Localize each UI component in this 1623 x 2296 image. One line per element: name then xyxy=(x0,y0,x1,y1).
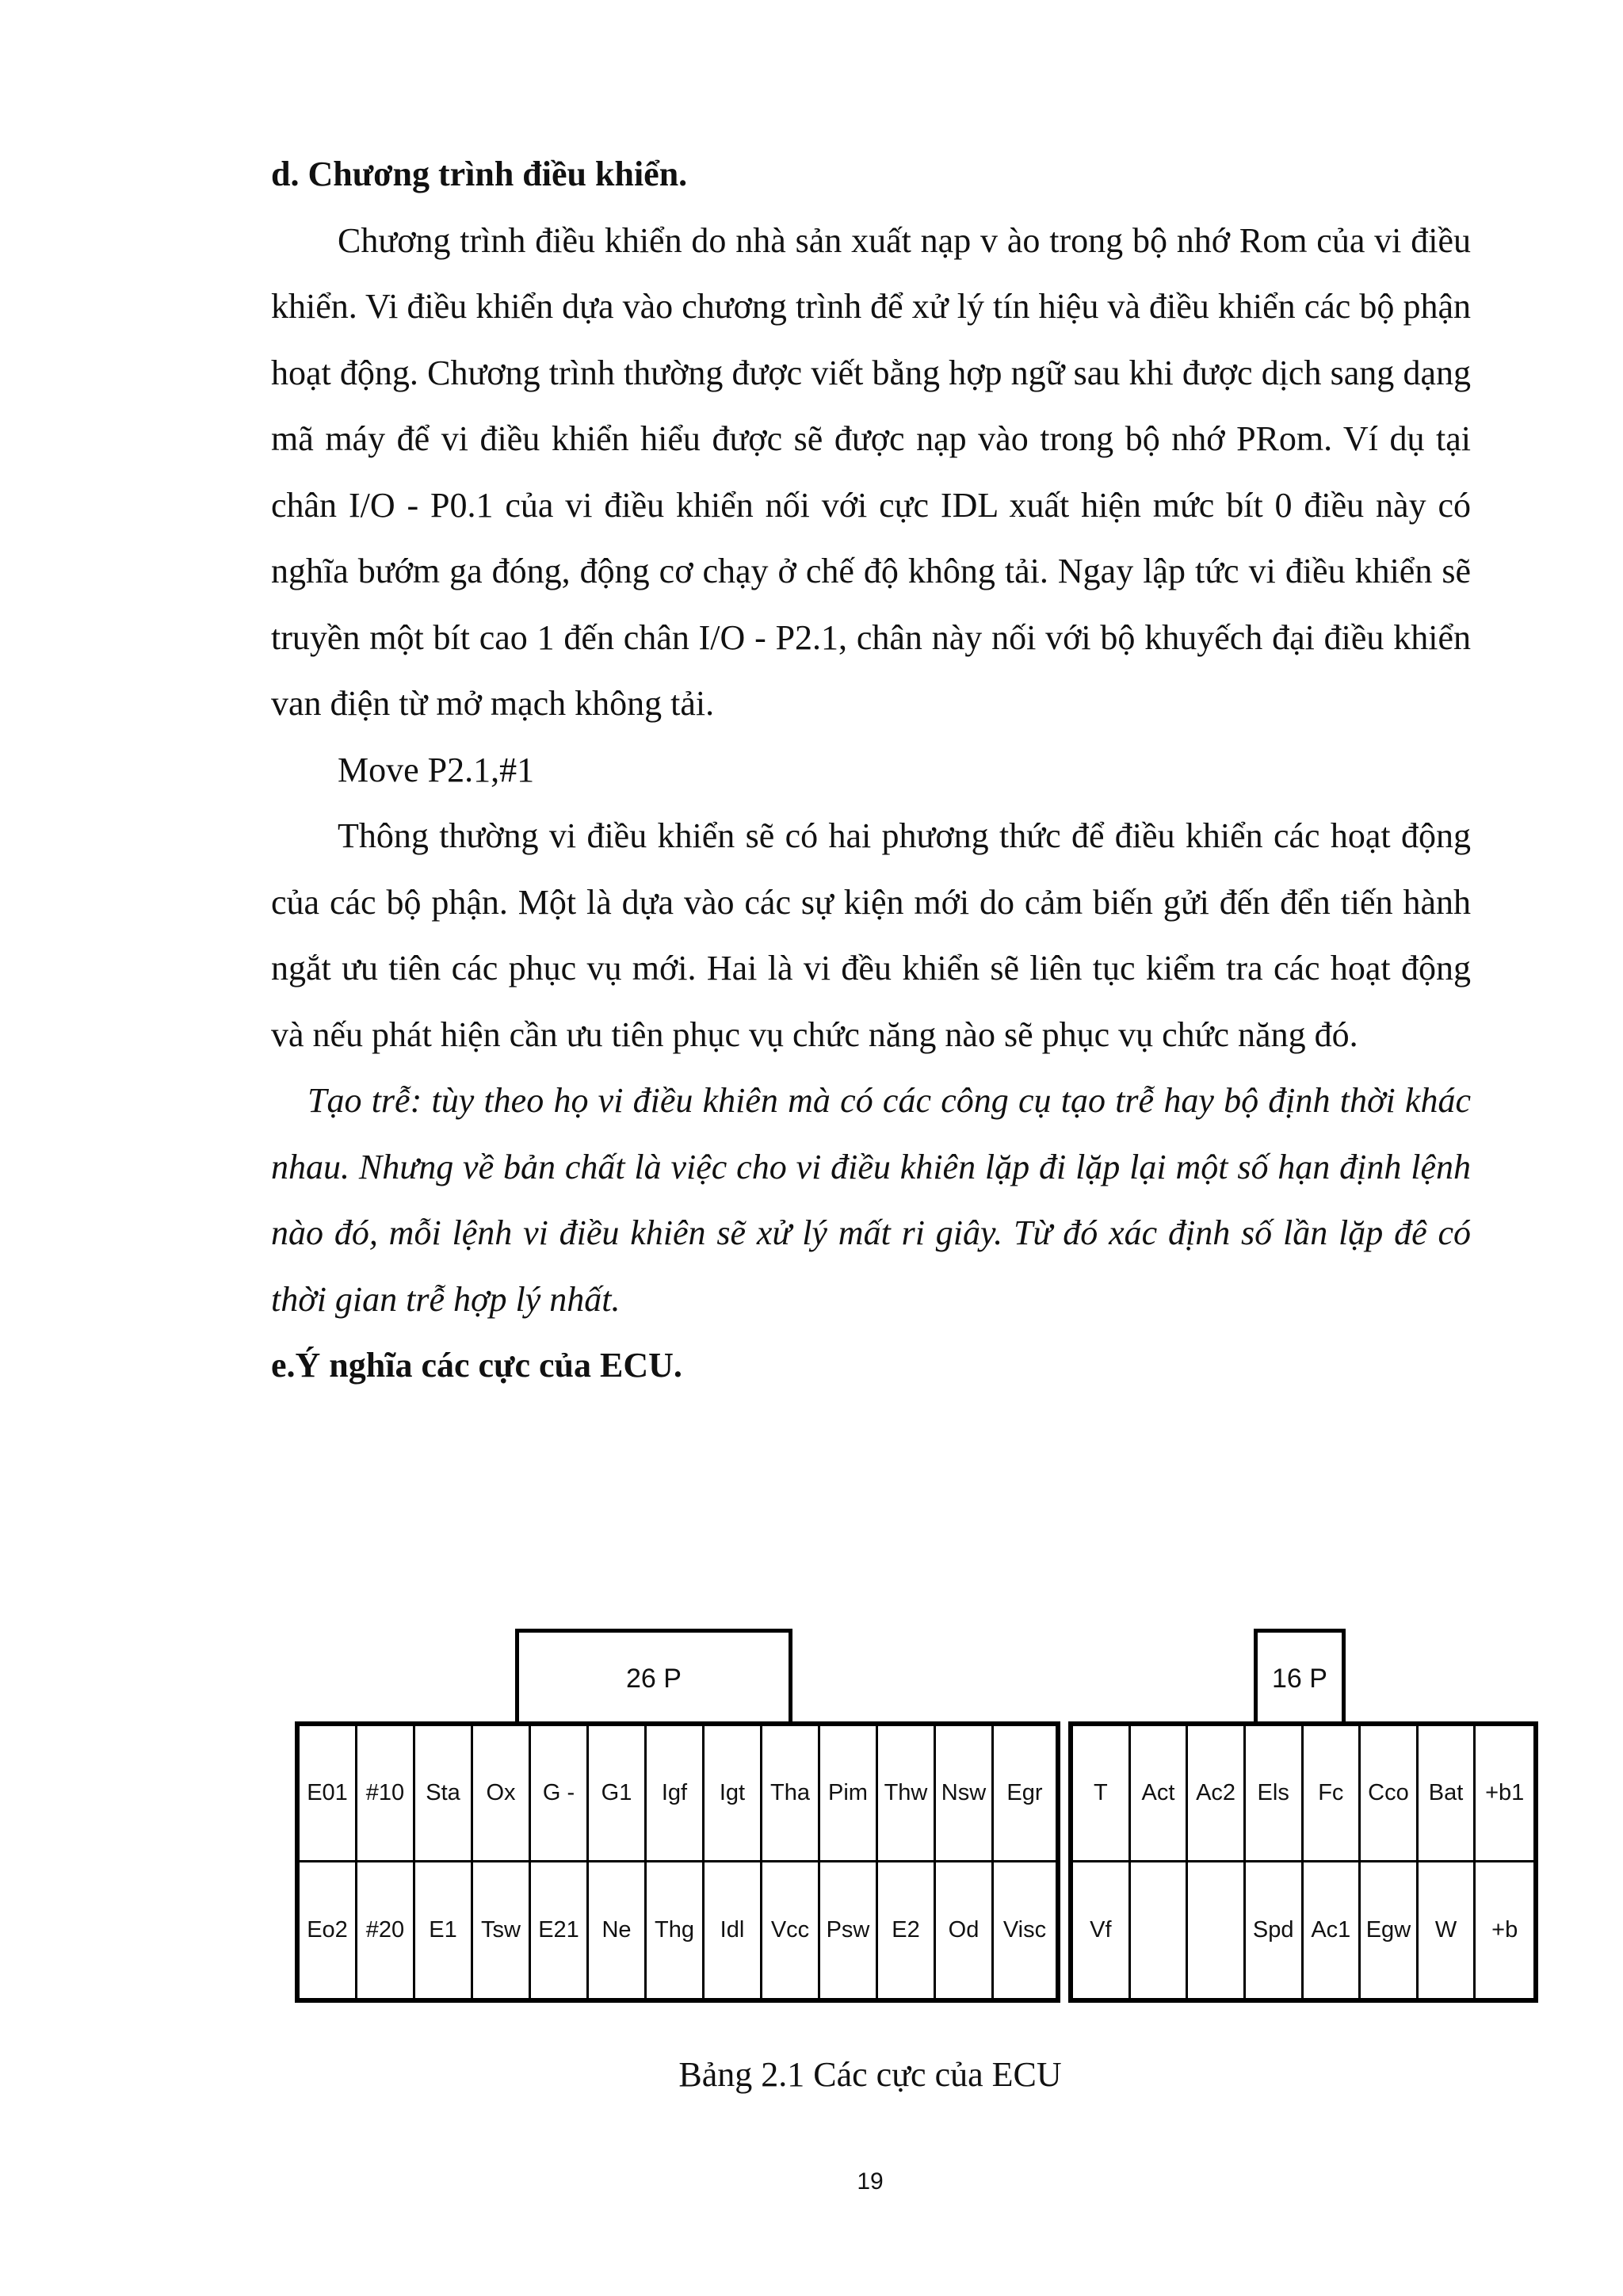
pin-cell: E21 xyxy=(531,1862,589,1999)
pin-cell: E01 xyxy=(300,1726,357,1862)
pin-cell xyxy=(1131,1862,1189,1999)
pin-cell: Pim xyxy=(820,1726,878,1862)
pin-cell: Tsw xyxy=(473,1862,531,1999)
pin-cell: #20 xyxy=(357,1862,415,1999)
pin-cell: Cco xyxy=(1361,1726,1419,1862)
pin-cell: G1 xyxy=(589,1726,647,1862)
pin-cell: Tha xyxy=(762,1726,820,1862)
section-d-paragraph-1: Chương trình điều khiển do nhà sản xuất nạp v ào trong bộ nhớ Rom của vi điều khiển. Vi điều khiển dựa vào chương trình để xử lý tín hiệu và điều khiển các bộ phận hoạt động. Chương trình thường được viết bằng hợp ngữ sau khi được dịch sang dạng mã máy để vi điều khiển hiểu được sẽ được nạp vào trong bộ nhớ PRom. Ví dụ tại chân I/O - P0.1 của vi điều khiển nối với cực IDL xuất hiện mức bít 0 điều này có nghĩa bướm ga đóng, động cơ chạy ở chế độ không tải. Ngay lập tức vi điều khiển sẽ truyền một bít cao 1 đến chân I/O - P2.1, chân này nối với bộ khuyếch đại điều khiển van điện từ mở mạch không tải. xyxy=(271,220,1471,723)
pin-cell: Egw xyxy=(1361,1862,1419,1999)
pin-cell: Od xyxy=(936,1862,994,1999)
pin-cell xyxy=(1188,1862,1246,1999)
pin-cell: E1 xyxy=(415,1862,473,1999)
pin-cell: Nsw xyxy=(936,1726,994,1862)
pin-cell: Ne xyxy=(589,1862,647,1999)
pin-cell: G - xyxy=(531,1726,589,1862)
connector-26p-grid xyxy=(295,1721,1060,2003)
pin-cell: Ac2 xyxy=(1188,1726,1246,1862)
page-number: 19 xyxy=(857,2168,884,2195)
section-e-heading: e.Ý nghĩa các cực của ECU. xyxy=(271,1346,682,1385)
pin-cell: Ac1 xyxy=(1304,1862,1361,1999)
pin-cell: Vcc xyxy=(762,1862,820,1999)
pin-cell: +b1 xyxy=(1476,1726,1533,1862)
pin-cell: Visc xyxy=(1002,1916,1047,1943)
pin-cell: #10 xyxy=(357,1726,415,1862)
section-d-paragraph-3: Tạo trễ: tùy theo họ vi điều khiên mà có các công cụ tạo trễ hay bộ định thời khác nhau. Nhưng về bản chất là việc cho vi điều khiên lặp đi lặp lại một số hạn định lệnh nào đó, mỗi lệnh vi điều khiên sẽ xử lý mất ri giây. Từ đó xác định số lần lặp đê có thời gian trễ hợp lý nhất. xyxy=(271,1081,1471,1319)
pin-cell: Igf xyxy=(647,1726,705,1862)
pin-cell: Fc xyxy=(1304,1726,1361,1862)
pin-cell: Thw xyxy=(878,1726,936,1862)
section-d-paragraph-2: Thông thường vi điều khiển sẽ có hai phương thức để điều khiển các hoạt động của các bộ phận. Một là dựa vào các sự kiện mới do cảm biến gửi đến đển tiến hành ngắt ưu tiên các phục vụ mới. Hai là vi đều khiển sẽ liên tục kiểm tra các hoạt động và nếu phát hiện cần ưu tiên phục vụ chức năng nào sẽ phục vụ chức năng đó. xyxy=(271,816,1471,1054)
pin-cell: Igt xyxy=(705,1726,762,1862)
page-body-text xyxy=(271,141,1471,1399)
table-caption: Bảng 2.1 Các cực của ECU xyxy=(678,2055,1062,2094)
pin-cell: T xyxy=(1073,1726,1131,1862)
connector-16p-label: 16 P xyxy=(1254,1629,1346,1725)
pin-cell: Thg xyxy=(647,1862,705,1999)
pin-cell: Psw xyxy=(820,1862,878,1999)
pin-cell: Egr xyxy=(994,1726,1056,1862)
pin-cell: Eo2 xyxy=(300,1862,357,1999)
pin-cell: +b xyxy=(1491,1916,1518,1943)
pin-cell: Act xyxy=(1131,1726,1189,1862)
section-d-heading: d. Chương trình điều khiển. xyxy=(271,155,688,193)
connector-16p-grid xyxy=(1068,1721,1538,2003)
connector-26p-label: 26 P xyxy=(515,1629,792,1725)
pin-cell: Spd xyxy=(1246,1862,1304,1999)
pin-cell: Els xyxy=(1246,1726,1304,1862)
pin-cell: W xyxy=(1419,1862,1476,1999)
pin-cell: Bat xyxy=(1419,1726,1476,1862)
pin-cell: Sta xyxy=(415,1726,473,1862)
pin-cell: E2 xyxy=(878,1862,936,1999)
pin-cell: Vf xyxy=(1073,1862,1131,1999)
code-line: Move P2.1,#1 xyxy=(338,750,535,789)
pin-cell: Idl xyxy=(705,1862,762,1999)
pin-cell: Ox xyxy=(473,1726,531,1862)
